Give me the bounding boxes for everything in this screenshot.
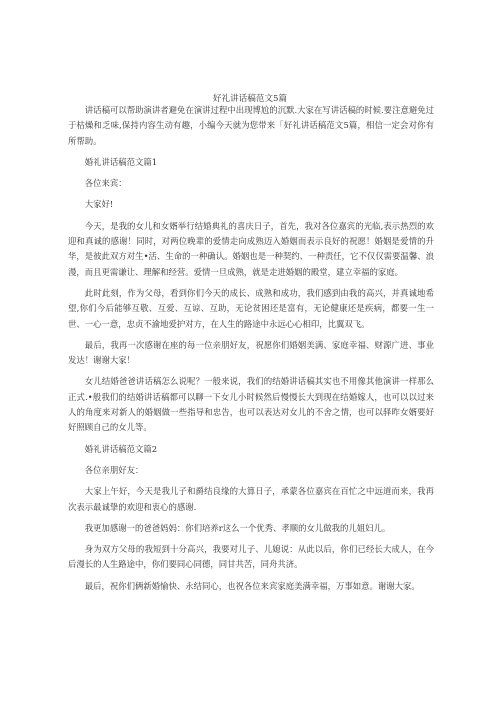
paragraph: 大家上午好，今天是我儿子和爵结良缘的大算日子，承蒙各位嘉宾在百忙之中远道而来，我再次表示最诚挚的欢迎和衷心的感谢. xyxy=(68,486,434,512)
document-title: 好礼讲话稿范文5篇 xyxy=(212,94,288,104)
paragraph: 今天，是我的女儿和女婿举行结婚典礼的喜庆日子，首先，我对各位嘉宾的光临,表示热烈的欢迎和真诚的感谢！同时，对两位晚辈的爱情走向成熟迈入婚姻而表示良好的祝愿！婚姻是爱情的升华，是彼此双方对生•活、生命的一种确认。婚姻也是一种契约、一种责任，它不仅仅需要温馨、浪漫，而且更需谦让、理解和经营。爱情一旦成熟，就是走进婚姻的殿堂，建立幸福的家庭。 xyxy=(68,220,434,277)
paragraph: 我更加感谢一的爸爸妈妈：你们培养r这么一个优秀、孝顺的女儿做我的儿姐妇儿。 xyxy=(84,522,391,533)
greeting-1: 大家好! xyxy=(84,199,114,210)
salutation-2: 各位亲朋好友： xyxy=(84,464,144,475)
paragraph: 最后，祝你们俩新婚愉快、永结同心，也祝各位来宾家庭美满幸福，万事如意。谢谢大家。 xyxy=(84,580,420,591)
section-heading-2: 婚礼讲话稿范文篇2 xyxy=(84,443,158,454)
section-heading-1: 婚礼讲话稿范文篇1 xyxy=(84,156,158,167)
paragraph: 身为双方父母的我短到十分高兴，我要对儿子、儿媳说：从此以后，你们已经长大成人，在今后漫长的人生路途中，你们要同心同德，同甘共苦，同舟共济。 xyxy=(68,544,434,570)
paragraph: 最后，我再一次感谢在座的每一位亲朋好友，祝愿你们婚姻美满、家庭幸福、财源广进、事业发达！谢谢大家！ xyxy=(68,339,434,366)
intro-paragraph: 讲话稿可以帮助演讲者避免在演讲过程中出现博尬的沉默.大家在写讲话稿的时候.要注意避免过于枯燥和乏味,保持内容生动有趣，小编今天就为您带来「好礼讲话稿范文5篇，相信一定会对你有所帮助。 xyxy=(68,105,434,146)
paragraph: 女儿结婚爸爸讲话稿怎么说呢？一般来说，我们的结婚讲话稿其实也不用像其他演讲一样那么正式.•般我们的结婚讲话稿都可以聊一下女儿小时候然后慢慢长大到现在结婚嫁人，也可以以过来人的角度来对新人的婚姻做一些指导和忠告，也可以表达对女儿的不舍之情，也可以驿昨女婿要好好照顾自己的女儿等。 xyxy=(68,376,434,433)
salutation-1: 各位来宾： xyxy=(84,178,127,189)
paragraph: 此时此刻，作为父母，看到你们今天的成长、成熟和成功，我们感到由我的高兴，并真诚地希望,你们今后能够互敬、互爱、互谅、互助，无论贫困还是富有，无论健康还是疾病，都要一生一世、一心一意，忠贞不渝地爱护对方，在人生的路途中永远心心相印，比翼双飞。 xyxy=(68,287,434,329)
document-body xyxy=(68,103,434,600)
